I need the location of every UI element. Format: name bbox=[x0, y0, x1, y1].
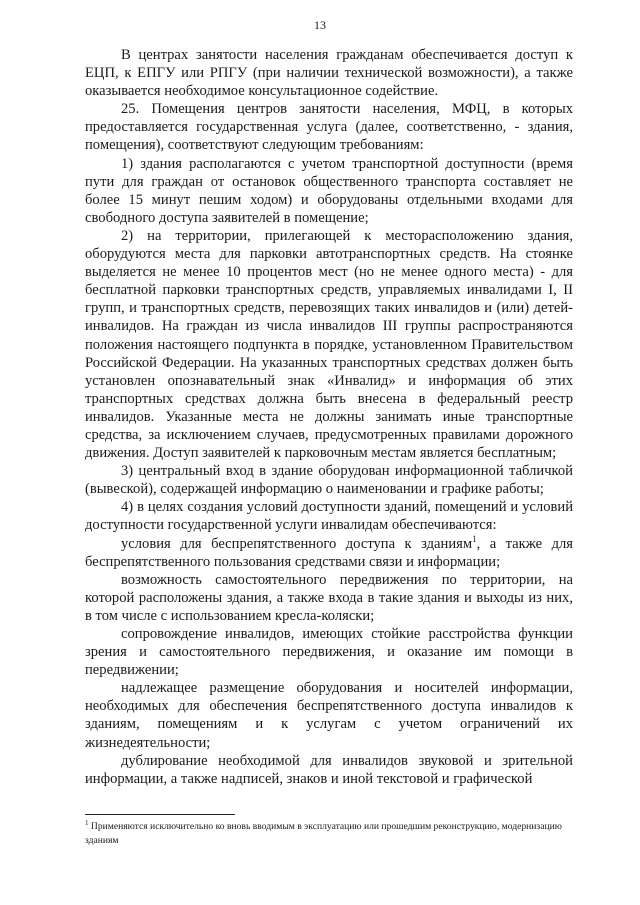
paragraph: В центрах занятости населения гражданам обеспечивается доступ к ЕЦП, к ЕПГУ или РПГУ (при наличии технической возможности), а также оказывается необходимое консультационное содействие. bbox=[85, 47, 573, 100]
paragraph: надлежащее размещение оборудования и носителей информации, необходимых для обеспечения беспрепятственного доступа инвалидов к зданиям, помещениям и к услугам с учетом ограничений их жизнедеятельности; bbox=[85, 680, 573, 751]
paragraph: дублирование необходимой для инвалидов звуковой и зрительной информации, а также надписей, знаков и иной текстовой и графической bbox=[85, 752, 573, 787]
paragraph: 1) здания располагаются с учетом транспортной доступности (время пути для граждан от остановок общественного транспорта составляет не более 15 минут пешим ходом) и оборудованы отдельными входами для свободного доступа заявителей в помещение; bbox=[85, 155, 573, 226]
footnote-reference[interactable]: 1 bbox=[472, 533, 477, 544]
paragraph: сопровождение инвалидов, имеющих стойкие расстройства функции зрения и самостоятельного передвижения, и оказание им помощи в передвижении; bbox=[85, 626, 573, 679]
paragraph-text: условия для беспрепятственного доступа к зданиям bbox=[121, 535, 473, 552]
page-number: 13 bbox=[314, 18, 326, 32]
paragraph-text: , а также для беспрепятственного пользования средствами связи и информации; bbox=[85, 535, 573, 570]
footnote bbox=[85, 820, 573, 848]
paragraph-with-footnote-ref bbox=[85, 535, 573, 571]
document-body bbox=[85, 46, 573, 788]
paragraph: 25. Помещения центров занятости населения, МФЦ, в которых предоставляется государственная услуга (далее, соответственно, - здания, помещения), соответствуют следующим требованиям: bbox=[85, 101, 573, 154]
footnote-divider bbox=[85, 814, 235, 815]
paragraph: 3) центральный вход в здание оборудован информационной табличкой (вывеской), содержащей информацию о наименовании и графике работы; bbox=[85, 463, 573, 498]
paragraph: возможность самостоятельного передвижения по территории, на которой расположены здания, а также входа в такие здания и выходы из них, в том числе с использованием кресла-коляски; bbox=[85, 571, 573, 624]
footnote-text: Применяются исключительно ко вновь вводимым в эксплуатацию или прошедшим реконструкцию, модернизацию зданиям bbox=[85, 821, 562, 846]
paragraph: 4) в целях создания условий доступности зданий, помещений и условий доступности государственной услуги инвалидам обеспечиваются: bbox=[85, 499, 573, 534]
footnote-mark: 1 bbox=[85, 818, 89, 827]
paragraph: 2) на территории, прилегающей к месторасположению здания, оборудуются места для парковки автотранспортных средств. На стоянке выделяется не менее 10 процентов мест (но не менее одного места) - для бесплатной парковки транспортных средств, управляемых инвалидами I, II групп, и транспортных средств, перевозящих таких инвалидов и (или) детей-инвалидов. На граждан из числа инвалидов III группы распространяются положения настоящего подпункта в порядке, установленном Правительством Российской Федерации. На указанных транспортных средствах должен быть установлен опознавательный знак «Инвалид» и информация об этих транспортных средствах должна быть внесена в федеральный реестр инвалидов. Указанные места не должны занимать иные транспортные средства, за исключением случаев, предусмотренных правилами дорожного движения. Доступ заявителей к парковочным местам является бесплатным; bbox=[85, 227, 573, 462]
